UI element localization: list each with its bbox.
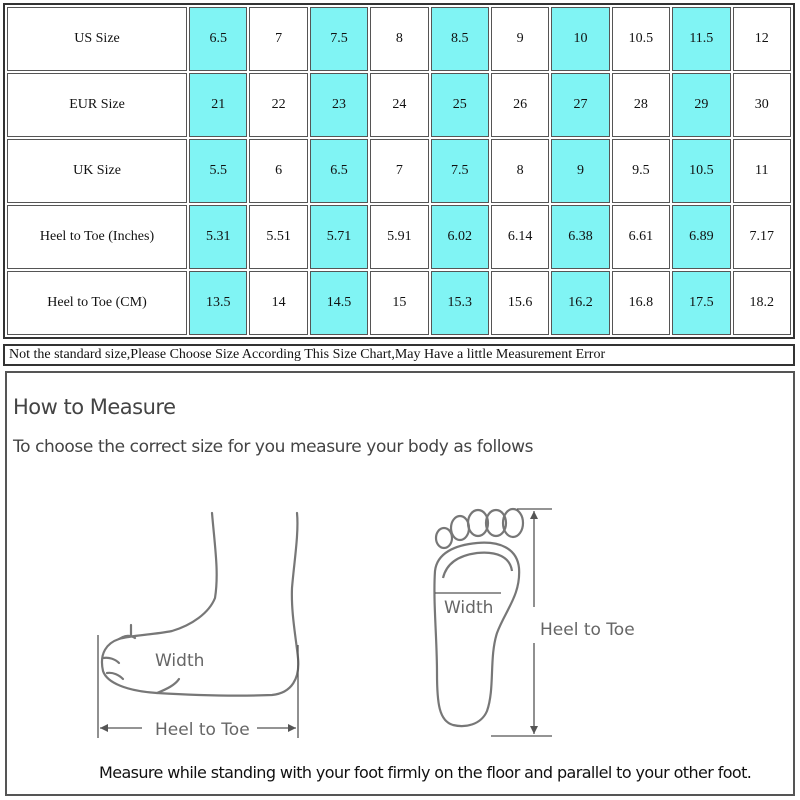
size-cell: 6.38 <box>551 205 609 269</box>
size-cell: 28 <box>612 73 670 137</box>
side-length-label: Heel to Toe <box>155 720 250 740</box>
size-cell: 6.5 <box>189 7 247 71</box>
size-cell: 16.2 <box>551 271 609 335</box>
size-cell: 6.89 <box>672 205 730 269</box>
size-cell: 15.6 <box>491 271 549 335</box>
size-cell: 15.3 <box>431 271 489 335</box>
size-row-label: Heel to Toe (Inches) <box>7 205 187 269</box>
size-row-label: Heel to Toe (CM) <box>7 271 187 335</box>
size-cell: 12 <box>733 7 791 71</box>
size-row-label: EUR Size <box>7 73 187 137</box>
size-cell: 5.31 <box>189 205 247 269</box>
size-cell: 18.2 <box>733 271 791 335</box>
size-cell: 23 <box>310 73 368 137</box>
side-width-label: Width <box>155 651 205 671</box>
size-cell: 10 <box>551 7 609 71</box>
foot-diagrams <box>7 373 793 794</box>
size-cell: 9 <box>491 7 549 71</box>
size-cell: 5.51 <box>249 205 307 269</box>
size-cell: 7.5 <box>310 7 368 71</box>
size-cell: 6.5 <box>310 139 368 203</box>
size-row <box>7 205 791 269</box>
size-cell: 29 <box>672 73 730 137</box>
size-cell: 5.5 <box>189 139 247 203</box>
how-to-measure-panel <box>5 371 795 796</box>
size-cell: 22 <box>249 73 307 137</box>
size-cell: 24 <box>370 73 428 137</box>
size-cell: 14.5 <box>310 271 368 335</box>
size-cell: 6.14 <box>491 205 549 269</box>
size-cell: 7.17 <box>733 205 791 269</box>
size-cell: 10.5 <box>672 139 730 203</box>
size-cell: 11.5 <box>672 7 730 71</box>
size-row-label: US Size <box>7 7 187 71</box>
size-row-label: UK Size <box>7 139 187 203</box>
size-chart-table <box>3 3 795 339</box>
size-note: Not the standard size,Please Choose Size According This Size Chart,May Have a little Measurement Error <box>3 344 795 366</box>
size-cell: 7.5 <box>431 139 489 203</box>
size-cell: 27 <box>551 73 609 137</box>
size-cell: 15 <box>370 271 428 335</box>
size-cell: 8 <box>370 7 428 71</box>
size-cell: 8 <box>491 139 549 203</box>
size-cell: 5.71 <box>310 205 368 269</box>
size-cell: 11 <box>733 139 791 203</box>
size-cell: 30 <box>733 73 791 137</box>
size-cell: 13.5 <box>189 271 247 335</box>
size-cell: 17.5 <box>672 271 730 335</box>
measure-title: How to Measure <box>13 395 176 419</box>
size-cell: 6.61 <box>612 205 670 269</box>
top-width-label: Width <box>444 598 494 618</box>
size-cell: 16.8 <box>612 271 670 335</box>
size-cell: 6 <box>249 139 307 203</box>
size-cell: 26 <box>491 73 549 137</box>
size-row <box>7 73 791 137</box>
size-cell: 9 <box>551 139 609 203</box>
top-length-label: Heel to Toe <box>540 620 635 640</box>
size-cell: 7 <box>370 139 428 203</box>
measure-footer: Measure while standing with your foot firmly on the floor and parallel to your other foot. <box>99 763 752 782</box>
size-cell: 21 <box>189 73 247 137</box>
size-cell: 7 <box>249 7 307 71</box>
size-row <box>7 139 791 203</box>
size-row <box>7 271 791 335</box>
size-cell: 9.5 <box>612 139 670 203</box>
size-cell: 8.5 <box>431 7 489 71</box>
size-row <box>7 7 791 71</box>
size-cell: 5.91 <box>370 205 428 269</box>
size-cell: 10.5 <box>612 7 670 71</box>
size-cell: 14 <box>249 271 307 335</box>
measure-subtitle: To choose the correct size for you measure your body as follows <box>13 437 534 457</box>
size-cell: 6.02 <box>431 205 489 269</box>
size-cell: 25 <box>431 73 489 137</box>
